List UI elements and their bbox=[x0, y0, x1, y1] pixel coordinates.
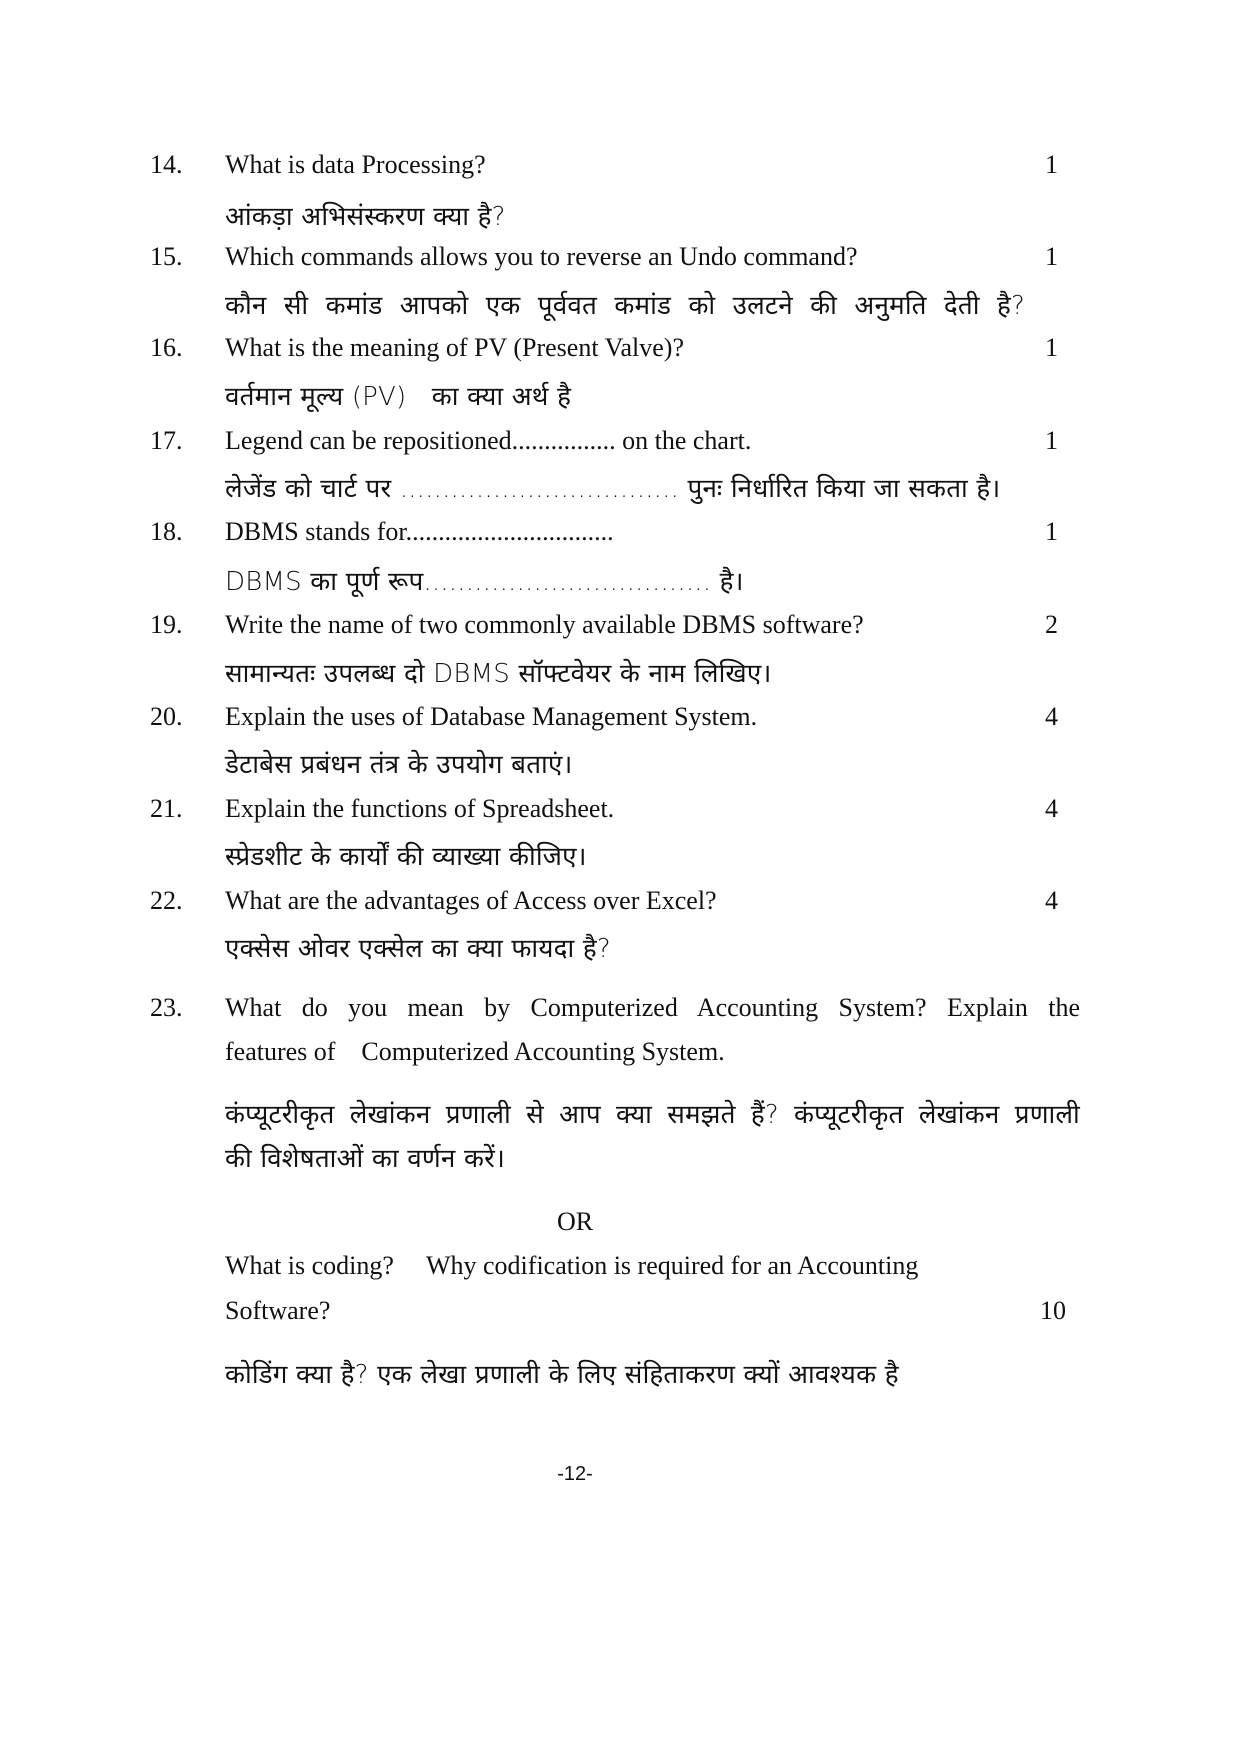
question-number: 20. bbox=[150, 702, 183, 731]
question-text-hi: सामान्यतः उपलब्ध दो DBMS सॉफ्टवेयर के नाम लिखिए। bbox=[225, 659, 772, 689]
question-marks: 4 bbox=[1045, 702, 1058, 731]
question-number: 17. bbox=[150, 426, 183, 455]
page-number: -12- bbox=[557, 1463, 593, 1485]
question-text-hi: वर्तमान मूल्य (PV) का क्या अर्थ है bbox=[225, 382, 572, 412]
question-text-hi: एक्सेस ओवर एक्सेल का क्या फायदा है? bbox=[225, 934, 611, 964]
question-text-hi: स्प्रेडशीट के कार्यों की व्याख्या कीजिए। bbox=[225, 842, 587, 872]
alt-question-text-hi: कोडिंग क्या है? एक लेखा प्रणाली के लिए संहिताकरण क्यों आवश्यक है bbox=[225, 1360, 899, 1390]
question-text-en: What is the meaning of PV (Present Valve)? bbox=[225, 333, 684, 362]
question-text-hi: कंप्यूटरीकृत लेखांकन प्रणाली से आप क्या समझते हैं? कंप्यूटरीकृत लेखांकन प्रणाली bbox=[225, 1100, 1080, 1130]
or-separator: OR bbox=[556, 1207, 594, 1236]
question-text-en: Write the name of two commonly available DBMS software? bbox=[225, 610, 864, 639]
question-marks: 1 bbox=[1045, 426, 1058, 455]
question-text-en: Explain the functions of Spreadsheet. bbox=[225, 794, 615, 823]
question-marks: 1 bbox=[1045, 333, 1058, 362]
question-text-en: Legend can be repositioned................ on the chart. bbox=[225, 426, 752, 455]
question-text-hi: डेटाबेस प्रबंधन तंत्र के उपयोग बताएं। bbox=[225, 750, 573, 780]
question-text-en-cont: features of Computerized Accounting System. bbox=[225, 1037, 725, 1066]
question-text-en: What do you mean by Computerized Accounting System? Explain the bbox=[225, 993, 1080, 1022]
question-text-hi: लेजेंड को चार्ट पर ................................. पुनः निर्धारित किया जा सकता है। bbox=[225, 474, 1001, 504]
question-text-hi: आंकड़ा अभिसंस्करण क्या है? bbox=[225, 202, 506, 232]
question-text-hi: कौन सी कमांड आपको एक पूर्ववत कमांड को उलटने की अनुमति देती है? bbox=[225, 291, 1025, 321]
question-marks: 1 bbox=[1045, 517, 1058, 546]
question-marks: 1 bbox=[1045, 150, 1058, 179]
question-number: 14. bbox=[150, 150, 183, 179]
question-text-en: Which commands allows you to reverse an Undo command? bbox=[225, 242, 858, 271]
question-text-en: Explain the uses of Database Management System. bbox=[225, 702, 758, 731]
question-text-hi-cont: की विशेषताओं का वर्णन करें। bbox=[225, 1144, 506, 1174]
question-number: 19. bbox=[150, 610, 183, 639]
question-marks: 4 bbox=[1045, 886, 1058, 915]
question-marks: 10 bbox=[1040, 1296, 1066, 1325]
question-marks: 2 bbox=[1045, 610, 1058, 639]
question-marks: 4 bbox=[1045, 794, 1058, 823]
question-number: 22. bbox=[150, 886, 183, 915]
question-marks: 1 bbox=[1045, 242, 1058, 271]
question-text-hi: DBMS का पूर्ण रूप.................................. है। bbox=[225, 567, 744, 597]
alt-question-text-en-cont: Software? bbox=[225, 1296, 331, 1325]
question-text-en: What are the advantages of Access over Excel? bbox=[225, 886, 717, 915]
question-text-en: DBMS stands for................................ bbox=[225, 517, 614, 546]
question-number: 18. bbox=[150, 517, 183, 546]
question-number: 15. bbox=[150, 242, 183, 271]
question-number: 23. bbox=[150, 993, 183, 1022]
question-number: 21. bbox=[150, 794, 183, 823]
question-number: 16. bbox=[150, 333, 183, 362]
alt-question-text-en: What is coding? Why codification is required for an Accounting bbox=[225, 1251, 919, 1280]
question-text-en: What is data Processing? bbox=[225, 150, 486, 179]
